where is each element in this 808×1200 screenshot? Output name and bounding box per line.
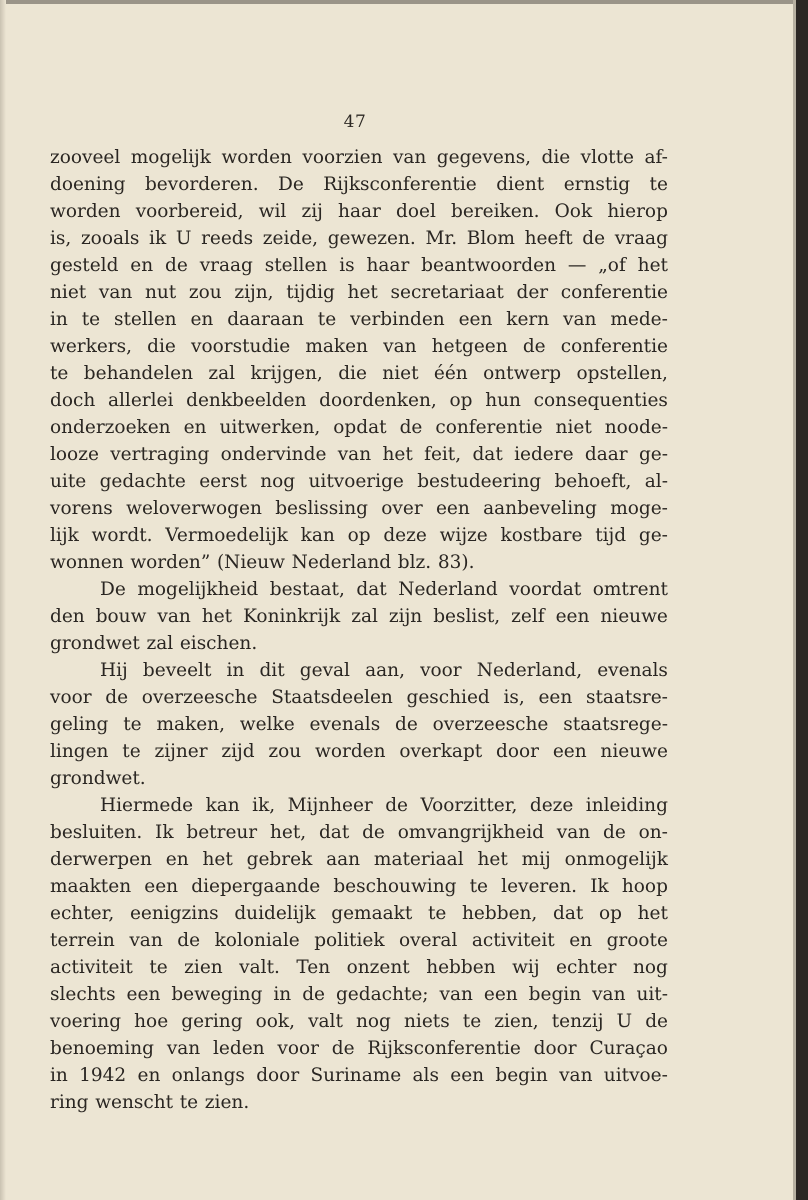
page-top-edge [0,0,808,4]
text-line: echter, eenigzins duidelijk gemaakt te hebben, dat op het [50,903,668,924]
text-line: slechts een beweging in de gedachte; van een begin van uit- [50,984,668,1005]
text-line: niet van nut zou zijn, tijdig het secretariaat der conferentie [50,282,668,303]
text-line: activiteit te zien valt. Ten onzent hebben wij echter nog [50,957,668,978]
scan-border-right [796,0,808,1200]
text-line: uite gedachte eerst nog uitvoerige bestudeering behoeft, al- [50,471,668,492]
text-line: voering hoe gering ook, valt nog niets te zien, tenzij U de [50,1011,668,1032]
text-line: grondwet zal eischen. [50,633,258,654]
text-line: looze vertraging ondervinde van het feit, dat iedere daar ge- [50,444,668,465]
text-line: in 1942 en onlangs door Suriname als een begin van uitvoe- [50,1065,668,1086]
text-line: besluiten. Ik betreur het, dat de omvangrijkheid van de on- [50,822,668,843]
text-line: lingen te zijner zijd zou worden overkapt door een nieuwe [50,741,668,762]
text-line: maakten een diepergaande beschouwing te leveren. Ik hoop [50,876,668,897]
text-line: terrein van de koloniale politiek overal activiteit en groote [50,930,668,951]
paragraph [50,792,668,1116]
paragraph [50,657,668,792]
paragraph [50,576,668,657]
text-line: in te stellen en daaraan te verbinden een kern van mede- [50,309,668,330]
text-line: De mogelijkheid bestaat, dat Nederland voordat omtrent [100,579,668,600]
text-line: voor de overzeesche Staatsdeelen geschied is, een staatsre- [50,687,668,708]
text-line: ring wenscht te zien. [50,1092,250,1113]
text-line: gesteld en de vraag stellen is haar beantwoorden — „of het [50,255,668,276]
text-line: worden voorbereid, wil zij haar doel bereiken. Ook hierop [50,201,668,222]
text-line: is, zooals ik U reeds zeide, gewezen. Mr. Blom heeft de vraag [50,228,668,249]
text-line: werkers, die voorstudie maken van hetgeen de conferentie [50,336,668,357]
text-line: doch allerlei denkbeelden doordenken, op hun consequenties [50,390,668,411]
text-line: te behandelen zal krijgen, die niet één ontwerp opstellen, [50,363,668,384]
text-line: onderzoeken en uitwerken, opdat de conferentie niet noode- [50,417,668,438]
text-line: wonnen worden” (Nieuw Nederland blz. 83). [50,552,475,573]
text-line: Hij beveelt in dit geval aan, voor Nederland, evenals [100,660,668,681]
page-left-shadow [0,0,6,1200]
text-line: lijk wordt. Vermoedelijk kan op deze wijze kostbare tijd ge- [50,525,668,546]
text-line: benoeming van leden voor de Rijksconferentie door Curaçao [50,1038,668,1059]
text-line: geling te maken, welke evenals de overzeesche staatsrege- [50,714,668,735]
text-line: den bouw van het Koninkrijk zal zijn beslist, zelf een nieuwe [50,606,668,627]
text-line: doening bevorderen. De Rijksconferentie dient ernstig te [50,174,668,195]
paragraph [50,144,668,576]
text-line: grondwet. [50,768,146,789]
page-number: 47 [343,112,367,132]
text-line: zooveel mogelijk worden voorzien van gegevens, die vlotte af- [50,147,668,168]
body-text [50,144,668,1116]
text-line: vorens weloverwogen beslissing over een aanbeveling moge- [50,498,668,519]
text-line: derwerpen en het gebrek aan materiaal het mij onmogelijk [50,849,668,870]
text-line: Hiermede kan ik, Mijnheer de Voorzitter, deze inleiding [100,795,668,816]
